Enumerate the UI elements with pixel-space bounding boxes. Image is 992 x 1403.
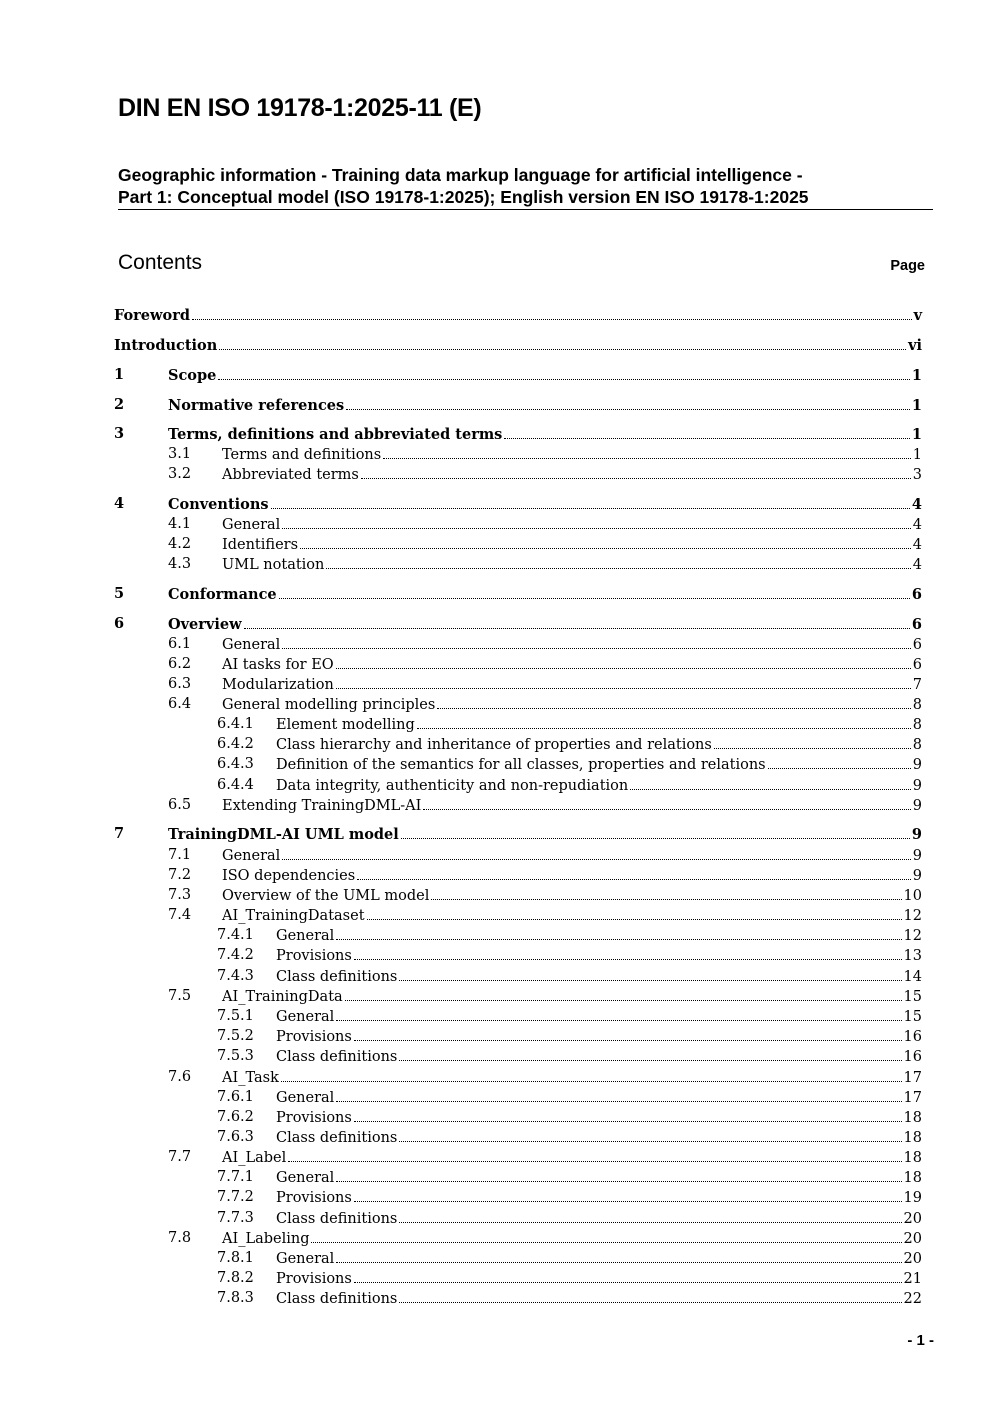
- toc-entry-number: 7.6.1: [217, 1089, 254, 1105]
- toc-dot-leader: [282, 634, 910, 649]
- toc-entry[interactable]: [0, 514, 992, 534]
- toc-entry[interactable]: [0, 694, 992, 714]
- toc-entry-page: 4: [912, 517, 922, 533]
- toc-entry-number: 7.7.3: [217, 1210, 254, 1226]
- toc-dot-leader: [431, 885, 901, 900]
- toc-entry-title: Provisions: [276, 1110, 352, 1126]
- toc-entry-page: 17: [903, 1070, 922, 1086]
- toc-entry-page: 18: [903, 1130, 922, 1146]
- toc-dot-leader: [244, 614, 910, 629]
- toc-entry-page: 9: [912, 848, 922, 864]
- toc-entry-title: General: [276, 1009, 335, 1025]
- toc-entry-page: 6: [911, 586, 922, 603]
- toc-entry[interactable]: [0, 1127, 992, 1147]
- toc-entry-title: Provisions: [276, 948, 352, 964]
- toc-entry-number: 7.7: [168, 1149, 192, 1165]
- toc-entry-title: Data integrity, authenticity and non-repudiation: [276, 778, 629, 794]
- toc-entry[interactable]: [0, 754, 992, 774]
- toc-entry[interactable]: [0, 905, 992, 925]
- toc-entry[interactable]: [0, 885, 992, 905]
- toc-dot-leader: [423, 795, 910, 810]
- toc-entry-page: 8: [912, 697, 922, 713]
- toc-entry-number: 7.8.2: [217, 1270, 254, 1286]
- toc-dot-leader: [401, 824, 910, 839]
- toc-entry[interactable]: [0, 714, 992, 734]
- toc-entry[interactable]: [0, 395, 992, 415]
- toc-entry-number: 6.2: [168, 656, 192, 672]
- toc-entry-title: General: [276, 1251, 335, 1267]
- toc-entry-number: 7.4.3: [217, 968, 254, 984]
- toc-dot-leader: [504, 424, 910, 439]
- toc-entry-number: 7.4.1: [217, 927, 254, 943]
- toc-entry-title: General modelling principles: [222, 697, 436, 713]
- toc-entry-page: 4: [911, 496, 922, 513]
- toc-entry-number: 1: [114, 366, 125, 383]
- toc-entry-title: General: [222, 848, 281, 864]
- toc-entry-page: 16: [903, 1049, 922, 1065]
- toc-entry-title: Terms and definitions: [222, 447, 382, 463]
- toc-entry-title: Terms, definitions and abbreviated terms: [168, 426, 503, 443]
- toc-entry-number: 6.5: [168, 797, 192, 813]
- toc-entry-page: 1: [911, 397, 922, 414]
- toc-entry[interactable]: [0, 734, 992, 754]
- toc-entry-page: 17: [903, 1090, 922, 1106]
- toc-entry-page: v: [913, 307, 922, 324]
- toc-entry-number: 7.5.2: [217, 1028, 254, 1044]
- toc-entry-title: General: [276, 1090, 335, 1106]
- toc-entry[interactable]: [0, 1107, 992, 1127]
- toc-entry-number: 7: [114, 825, 125, 842]
- toc-entry-title: General: [276, 928, 335, 944]
- contents-heading: Contents: [118, 251, 203, 274]
- toc-entry-number: 6.4.1: [217, 716, 254, 732]
- toc-entry-title: Class definitions: [276, 969, 398, 985]
- toc-entry-page: 20: [903, 1231, 922, 1247]
- toc-entry-title: AI_TrainingDataset: [222, 908, 365, 924]
- toc-entry[interactable]: [0, 865, 992, 885]
- toc-entry[interactable]: [0, 365, 992, 385]
- toc-entry-title: AI tasks for EO: [222, 657, 334, 673]
- toc-entry-number: 7.6.2: [217, 1109, 254, 1125]
- toc-dot-leader: [357, 865, 911, 880]
- toc-entry[interactable]: [0, 1248, 992, 1268]
- toc-dot-leader: [218, 365, 910, 380]
- toc-dot-leader: [367, 905, 902, 920]
- toc-dot-leader: [300, 534, 911, 549]
- toc-entry-number: 5: [114, 585, 125, 602]
- toc-entry[interactable]: [0, 1026, 992, 1046]
- toc-dot-leader: [437, 694, 910, 709]
- toc-dot-leader: [417, 714, 911, 729]
- toc-dot-leader: [383, 444, 911, 459]
- toc-entry-number: 7.2: [168, 867, 192, 883]
- toc-entry-number: 7.7.2: [217, 1189, 254, 1205]
- toc-entry-title: AI_TrainingData: [222, 989, 343, 1005]
- toc-entry-title: Scope: [168, 367, 217, 384]
- footer-page-number: - 1 -: [907, 1332, 934, 1349]
- toc-entry-page: 21: [903, 1271, 922, 1287]
- toc-dot-leader: [768, 754, 911, 769]
- toc-entry-number: 2: [114, 396, 125, 413]
- toc-entry-number: 6: [114, 615, 125, 632]
- toc-entry[interactable]: [0, 986, 992, 1006]
- toc-entry-title: Foreword: [114, 307, 190, 324]
- toc-entry[interactable]: [0, 1167, 992, 1187]
- toc-entry-title: Class definitions: [276, 1211, 398, 1227]
- toc-entry-page: 9: [911, 826, 922, 843]
- toc-entry-page: 8: [912, 737, 922, 753]
- toc-dot-leader: [336, 1087, 901, 1102]
- toc-entry-title: Class definitions: [276, 1130, 398, 1146]
- toc-entry[interactable]: [0, 494, 992, 514]
- toc-dot-leader: [346, 395, 910, 410]
- toc-entry[interactable]: [0, 1087, 992, 1107]
- toc-entry-number: 7.6.3: [217, 1129, 254, 1145]
- toc-entry-title: Class definitions: [276, 1049, 398, 1065]
- toc-entry-number: 4.3: [168, 556, 192, 572]
- toc-entry-title: Class definitions: [276, 1291, 398, 1307]
- toc-entry-page: 4: [912, 557, 922, 573]
- toc-entry[interactable]: [0, 634, 992, 654]
- toc-dot-leader: [192, 305, 912, 320]
- toc-entry[interactable]: [0, 1147, 992, 1167]
- toc-entry-number: 7.8.3: [217, 1290, 254, 1306]
- toc-entry[interactable]: [0, 1187, 992, 1207]
- toc-entry-page: 18: [903, 1110, 922, 1126]
- toc-entry-page: 13: [903, 948, 922, 964]
- toc-dot-leader: [336, 1006, 901, 1021]
- toc-entry[interactable]: [0, 1006, 992, 1026]
- toc-entry-title: Conventions: [168, 496, 269, 513]
- toc-dot-leader: [399, 1127, 901, 1142]
- toc-entry-title: AI_Label: [222, 1150, 287, 1166]
- toc-entry-title: Overview: [168, 616, 242, 633]
- toc-entry-title: ISO dependencies: [222, 868, 356, 884]
- toc-entry[interactable]: [0, 824, 992, 844]
- toc-entry-page: 18: [903, 1170, 922, 1186]
- toc-entry-page: 10: [903, 888, 922, 904]
- toc-dot-leader: [399, 1046, 901, 1061]
- toc-entry-title: UML notation: [222, 557, 325, 573]
- toc-entry-number: 3: [114, 425, 125, 442]
- toc-entry[interactable]: [0, 305, 992, 325]
- toc-entry-page: 22: [903, 1291, 922, 1307]
- toc-entry-number: 7.8: [168, 1230, 192, 1246]
- toc-entry-page: 6: [912, 637, 922, 653]
- toc-entry-number: 7.3: [168, 887, 192, 903]
- toc-entry[interactable]: [0, 654, 992, 674]
- toc-entry[interactable]: [0, 925, 992, 945]
- toc-entry[interactable]: [0, 335, 992, 355]
- subtitle-line-2: Part 1: Conceptual model (ISO 19178-1:2025); English version EN ISO 19178-1:2025: [118, 187, 809, 207]
- toc-dot-leader: [399, 1208, 901, 1223]
- toc-entry-number: 7.4: [168, 907, 192, 923]
- toc-dot-leader: [288, 1147, 901, 1162]
- toc-entry[interactable]: [0, 775, 992, 795]
- toc-entry[interactable]: [0, 534, 992, 554]
- toc-entry-title: Provisions: [276, 1271, 352, 1287]
- toc-entry-page: 9: [912, 798, 922, 814]
- toc-dot-leader: [282, 845, 910, 860]
- toc-entry-page: 6: [912, 657, 922, 673]
- toc-entry-title: Normative references: [168, 397, 345, 414]
- toc-entry[interactable]: [0, 845, 992, 865]
- toc-entry[interactable]: [0, 1208, 992, 1228]
- toc-dot-leader: [271, 494, 910, 509]
- toc-entry-page: 4: [912, 537, 922, 553]
- toc-entry[interactable]: [0, 584, 992, 604]
- toc-entry-number: 6.4.3: [217, 756, 254, 772]
- toc-entry-page: 15: [903, 1009, 922, 1025]
- toc-entry-number: 6.1: [168, 636, 192, 652]
- toc-entry-page: 9: [912, 868, 922, 884]
- toc-entry-title: Definition of the semantics for all classes, properties and relations: [276, 757, 766, 773]
- toc-entry-number: 7.6: [168, 1069, 192, 1085]
- toc-entry-page: 7: [912, 677, 922, 693]
- toc-entry-number: 7.5.1: [217, 1008, 254, 1024]
- toc-entry-title: Extending TrainingDML-AI: [222, 798, 422, 814]
- toc-dot-leader: [354, 1268, 902, 1283]
- toc-entry-title: AI_Labeling: [222, 1231, 310, 1247]
- toc-dot-leader: [399, 1288, 901, 1303]
- toc-dot-leader: [361, 464, 911, 479]
- toc-dot-leader: [281, 1067, 902, 1082]
- subtitle-line-1: Geographic information - Training data markup language for artificial intelligence -: [118, 165, 803, 185]
- toc-entry-number: 3.1: [168, 446, 192, 462]
- toc-entry-page: 6: [911, 616, 922, 633]
- toc-entry-number: 7.7.1: [217, 1169, 254, 1185]
- toc-entry-title: Introduction: [114, 337, 218, 354]
- toc-entry-title: General: [276, 1170, 335, 1186]
- toc-entry-title: Overview of the UML model: [222, 888, 430, 904]
- toc-entry-page: vi: [908, 337, 922, 354]
- page-column-label: Page: [890, 258, 925, 274]
- toc-entry-title: Identifiers: [222, 537, 299, 553]
- toc-dot-leader: [336, 1248, 901, 1263]
- toc-dot-leader: [354, 945, 902, 960]
- toc-dot-leader: [630, 775, 911, 790]
- toc-entry-page: 20: [903, 1211, 922, 1227]
- toc-entry[interactable]: [0, 795, 992, 815]
- toc-entry-number: 6.4: [168, 696, 192, 712]
- toc-entry-title: Conformance: [168, 586, 277, 603]
- toc-entry[interactable]: [0, 1228, 992, 1248]
- toc-dot-leader: [354, 1107, 902, 1122]
- toc-entry[interactable]: [0, 554, 992, 574]
- toc-dot-leader: [336, 925, 901, 940]
- toc-entry[interactable]: [0, 1268, 992, 1288]
- toc-entry-page: 16: [903, 1029, 922, 1045]
- toc-entry-number: 4.1: [168, 516, 192, 532]
- toc-entry-number: 4: [114, 495, 125, 512]
- toc-entry-page: 3: [912, 467, 922, 483]
- toc-entry[interactable]: [0, 1288, 992, 1308]
- toc-entry-page: 1: [911, 426, 922, 443]
- toc-entry-page: 8: [912, 717, 922, 733]
- toc-entry-page: 12: [903, 928, 922, 944]
- toc-entry[interactable]: [0, 1046, 992, 1066]
- toc-entry-page: 15: [903, 989, 922, 1005]
- toc-entry-title: General: [222, 517, 281, 533]
- toc-entry[interactable]: [0, 464, 992, 484]
- toc-entry-title: AI_Task: [222, 1070, 279, 1086]
- toc-dot-leader: [336, 1167, 901, 1182]
- toc-dot-leader: [354, 1187, 902, 1202]
- toc-dot-leader: [219, 335, 906, 350]
- toc-dot-leader: [345, 986, 902, 1001]
- toc-entry-title: Element modelling: [276, 717, 415, 733]
- toc-entry-page: 9: [912, 757, 922, 773]
- document-title: DIN EN ISO 19178-1:2025-11 (E): [118, 94, 482, 122]
- toc-entry-number: 6.3: [168, 676, 192, 692]
- toc-dot-leader: [311, 1228, 901, 1243]
- toc-entry-page: 19: [903, 1190, 922, 1206]
- toc-entry-page: 1: [911, 367, 922, 384]
- toc-entry-number: 3.2: [168, 466, 192, 482]
- toc-entry-title: Abbreviated terms: [222, 467, 359, 483]
- toc-entry-number: 7.5.3: [217, 1048, 254, 1064]
- toc-entry-number: 6.4.4: [217, 777, 254, 793]
- toc-entry-title: Class hierarchy and inheritance of properties and relations: [276, 737, 712, 753]
- toc-entry-number: 4.2: [168, 536, 192, 552]
- toc-entry-title: Provisions: [276, 1190, 352, 1206]
- toc-entry-page: 20: [903, 1251, 922, 1267]
- toc-entry-page: 9: [912, 778, 922, 794]
- toc-dot-leader: [336, 674, 911, 689]
- toc-dot-leader: [336, 654, 911, 669]
- toc-entry-title: Modularization: [222, 677, 334, 693]
- toc-entry-title: Provisions: [276, 1029, 352, 1045]
- toc-entry-page: 12: [903, 908, 922, 924]
- toc-dot-leader: [326, 554, 910, 569]
- toc-entry[interactable]: [0, 674, 992, 694]
- toc-entry[interactable]: [0, 945, 992, 965]
- toc-dot-leader: [279, 584, 910, 599]
- toc-entry[interactable]: [0, 444, 992, 464]
- toc-entry-number: 7.1: [168, 847, 192, 863]
- toc-entry-title: TrainingDML-AI UML model: [168, 826, 399, 843]
- toc-entry-page: 1: [912, 447, 922, 463]
- toc-entry[interactable]: [0, 1067, 992, 1087]
- toc-entry-page: 18: [903, 1150, 922, 1166]
- toc-entry[interactable]: [0, 966, 992, 986]
- toc-entry-number: 7.4.2: [217, 947, 254, 963]
- toc-entry-number: 6.4.2: [217, 736, 254, 752]
- toc-dot-leader: [282, 514, 910, 529]
- toc-entry-page: 14: [903, 969, 922, 985]
- toc-entry[interactable]: [0, 614, 992, 634]
- toc-entry-title: General: [222, 637, 281, 653]
- toc-entry[interactable]: [0, 424, 992, 444]
- toc-dot-leader: [354, 1026, 902, 1041]
- toc-entry-number: 7.5: [168, 988, 192, 1004]
- toc-dot-leader: [399, 966, 901, 981]
- toc-entry-number: 7.8.1: [217, 1250, 254, 1266]
- toc-dot-leader: [714, 734, 911, 749]
